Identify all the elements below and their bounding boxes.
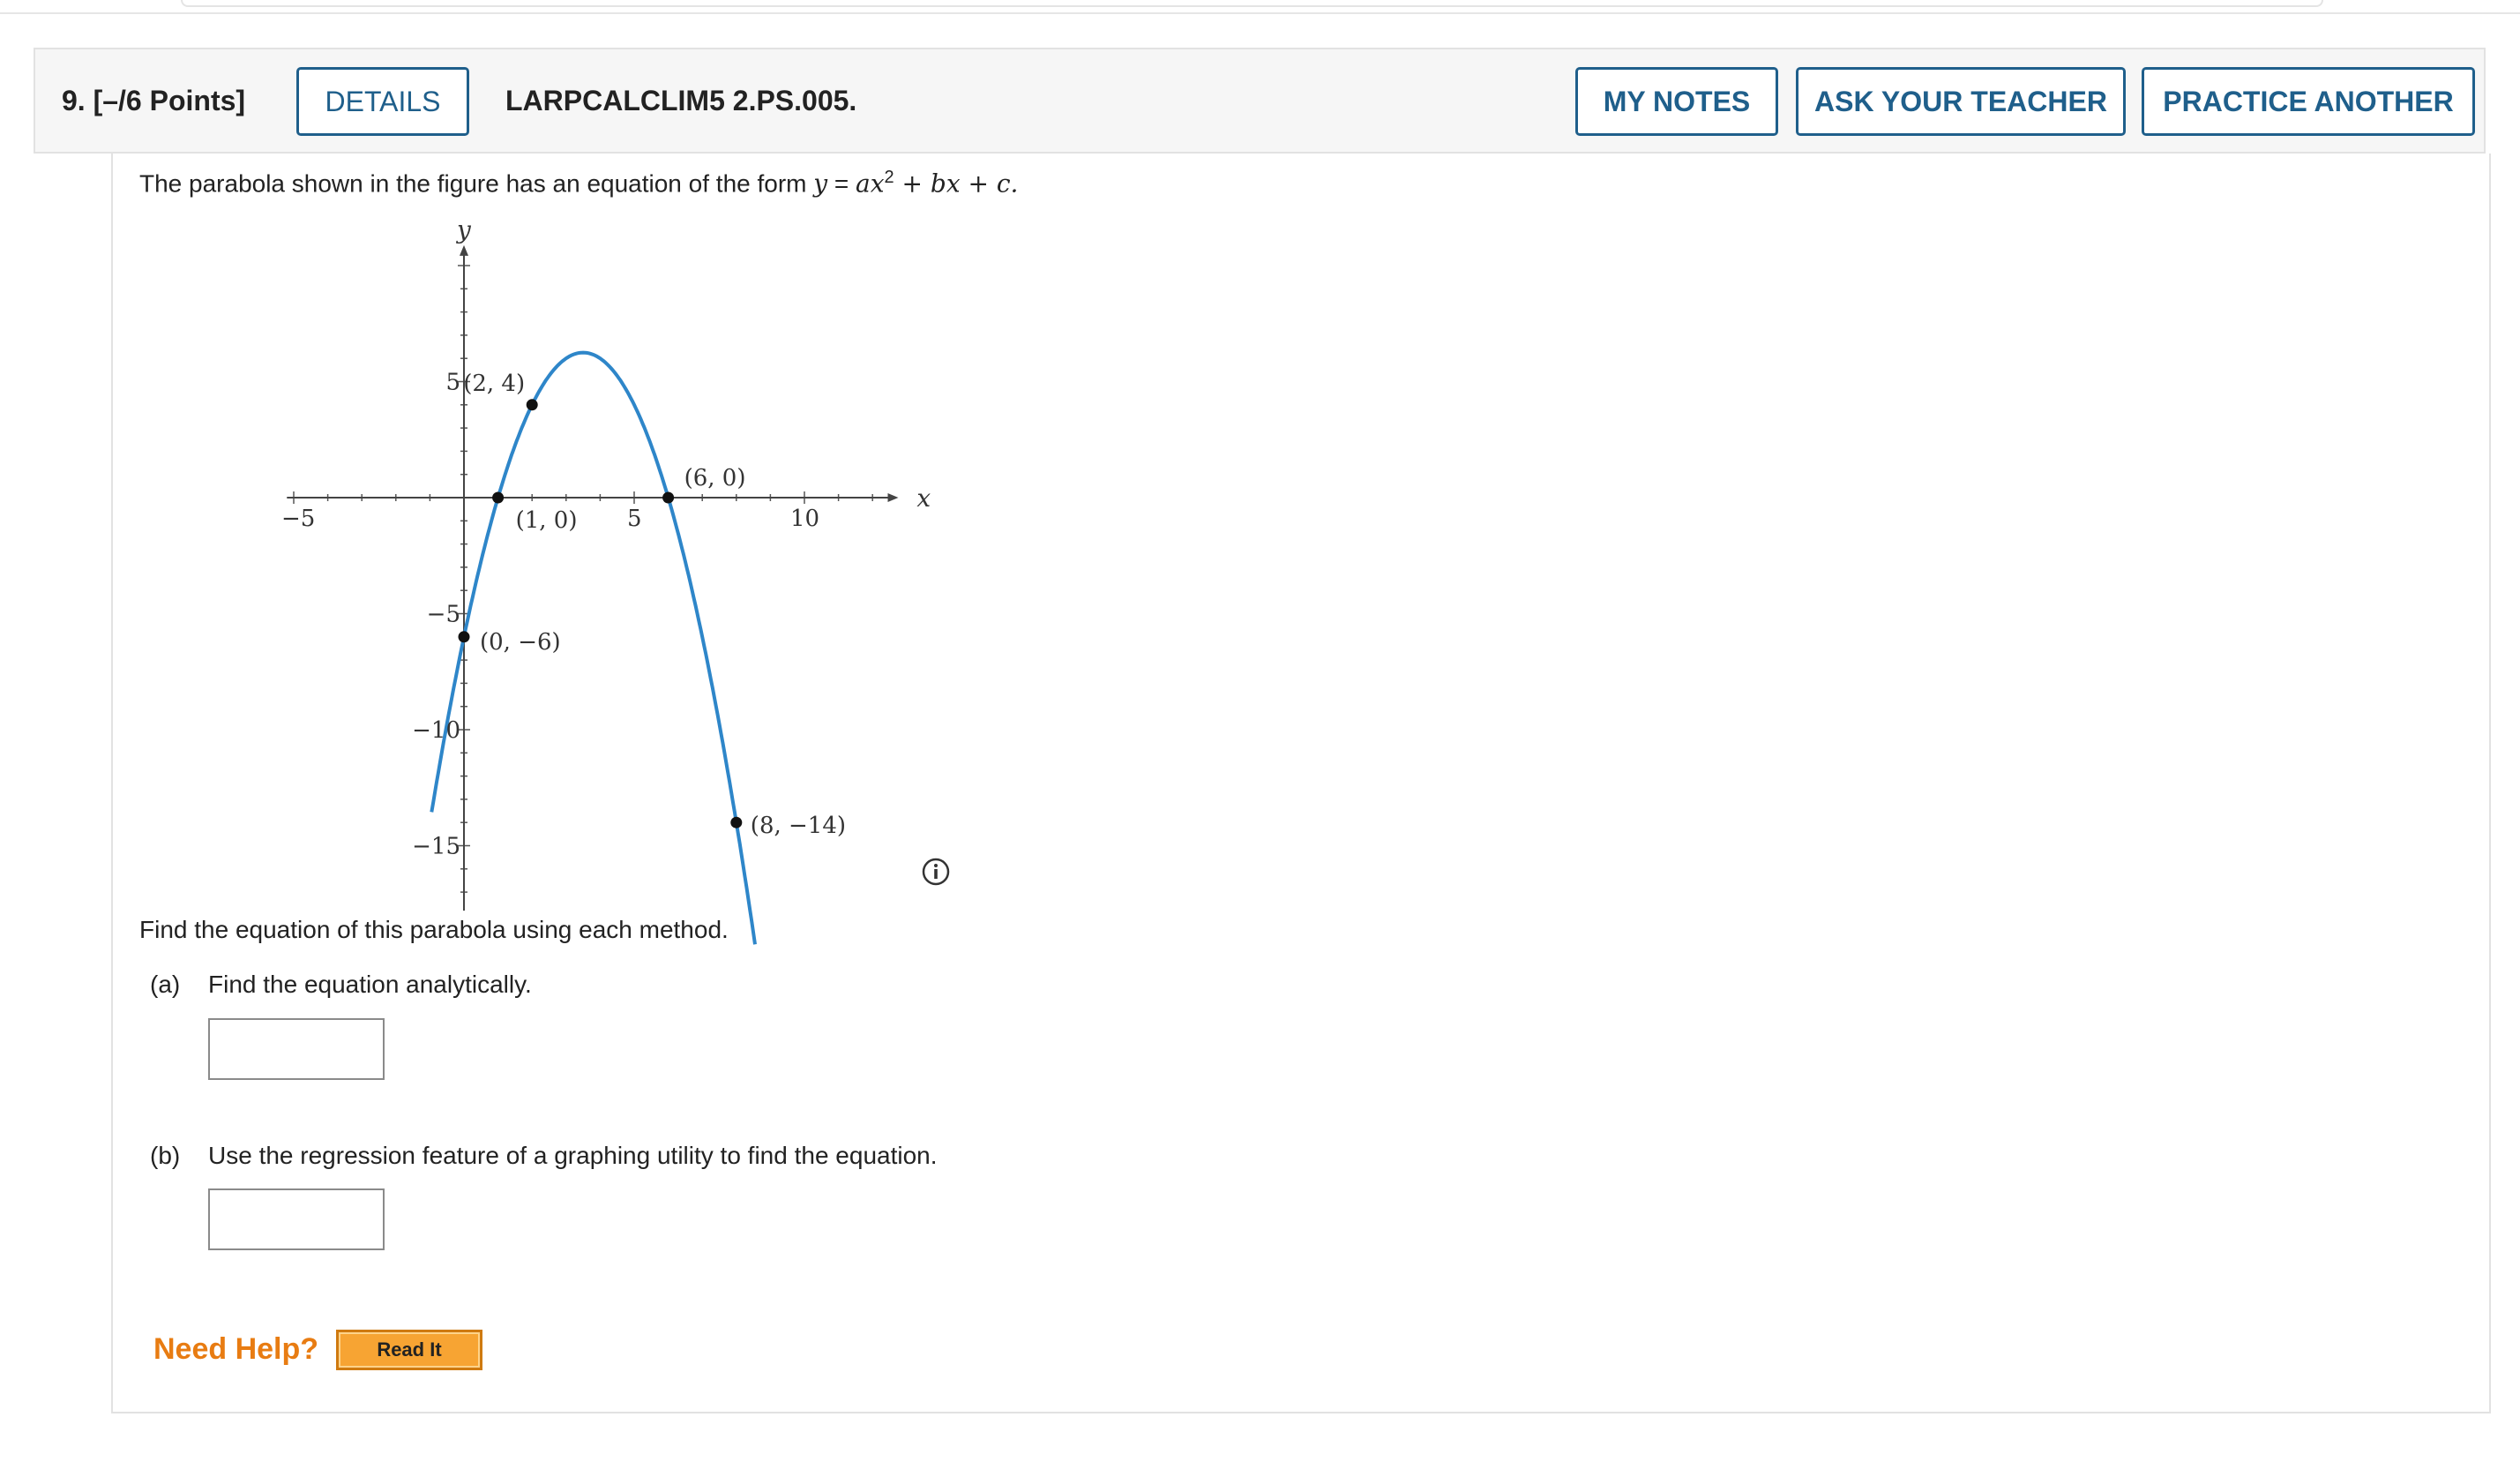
y-tick-label: −5 bbox=[426, 601, 460, 628]
y-axis-arrow bbox=[460, 245, 468, 256]
point-label: (8, −14) bbox=[750, 813, 847, 840]
need-help-label: Need Help? bbox=[153, 1332, 319, 1366]
x-tick-label: 10 bbox=[790, 506, 820, 532]
x-axis-label: x bbox=[916, 484, 931, 513]
x-tick-label: −5 bbox=[281, 506, 316, 532]
my-notes-button[interactable]: MY NOTES bbox=[1575, 67, 1778, 136]
point-label: (2, 4) bbox=[463, 370, 526, 397]
point-label: (0, −6) bbox=[480, 628, 561, 656]
data-point bbox=[492, 492, 504, 504]
top-divider bbox=[0, 12, 2520, 14]
part-a-label: (a) bbox=[150, 971, 181, 998]
part-b bbox=[150, 1142, 938, 1170]
data-point bbox=[730, 817, 742, 828]
equation-ax: ax bbox=[856, 169, 885, 199]
question-prompt bbox=[139, 168, 1018, 198]
y-tick-label: 5 bbox=[445, 369, 460, 396]
answer-b-input[interactable] bbox=[208, 1188, 385, 1250]
part-a-text: Find the equation analytically. bbox=[208, 971, 532, 998]
info-icon[interactable] bbox=[920, 856, 952, 888]
practice-another-button[interactable]: PRACTICE ANOTHER bbox=[2142, 67, 2475, 136]
point-label: (6, 0) bbox=[684, 465, 746, 491]
y-tick-label: −15 bbox=[412, 833, 460, 860]
part-a bbox=[150, 971, 532, 999]
point-label: (1, 0) bbox=[515, 507, 578, 534]
instructions-text: Find the equation of this parabola using each method. bbox=[139, 916, 729, 943]
read-it-button[interactable]: Read It bbox=[336, 1330, 482, 1370]
x-tick-label: 5 bbox=[627, 506, 642, 532]
equation-y: y bbox=[813, 169, 828, 199]
y-tick-label: −10 bbox=[412, 717, 460, 744]
ask-your-teacher-button[interactable]: ASK YOUR TEACHER bbox=[1796, 67, 2126, 136]
top-panel-edge bbox=[181, 0, 2323, 7]
data-point bbox=[459, 631, 470, 642]
answer-a-input[interactable] bbox=[208, 1018, 385, 1080]
data-point bbox=[527, 399, 538, 410]
equation-exponent: 2 bbox=[884, 168, 894, 187]
details-button[interactable]: DETAILS bbox=[296, 67, 469, 136]
y-axis-label: y bbox=[457, 214, 471, 244]
equation-equals: = bbox=[827, 169, 856, 198]
prompt-text: The parabola shown in the figure has an equation of the form bbox=[139, 169, 814, 198]
part-b-text: Use the regression feature of a graphing utility to find the equation. bbox=[208, 1142, 938, 1169]
question-number: 9. [–/6 Points] bbox=[62, 85, 246, 116]
question-code: LARPCALCLIM5 2.PS.005. bbox=[505, 85, 857, 116]
parabola-graph bbox=[265, 214, 935, 884]
question-header bbox=[34, 48, 2486, 154]
part-b-label: (b) bbox=[150, 1142, 181, 1169]
equation-rest: + bx + c. bbox=[894, 169, 1019, 199]
x-axis-arrow bbox=[888, 493, 899, 502]
data-point bbox=[662, 492, 674, 504]
